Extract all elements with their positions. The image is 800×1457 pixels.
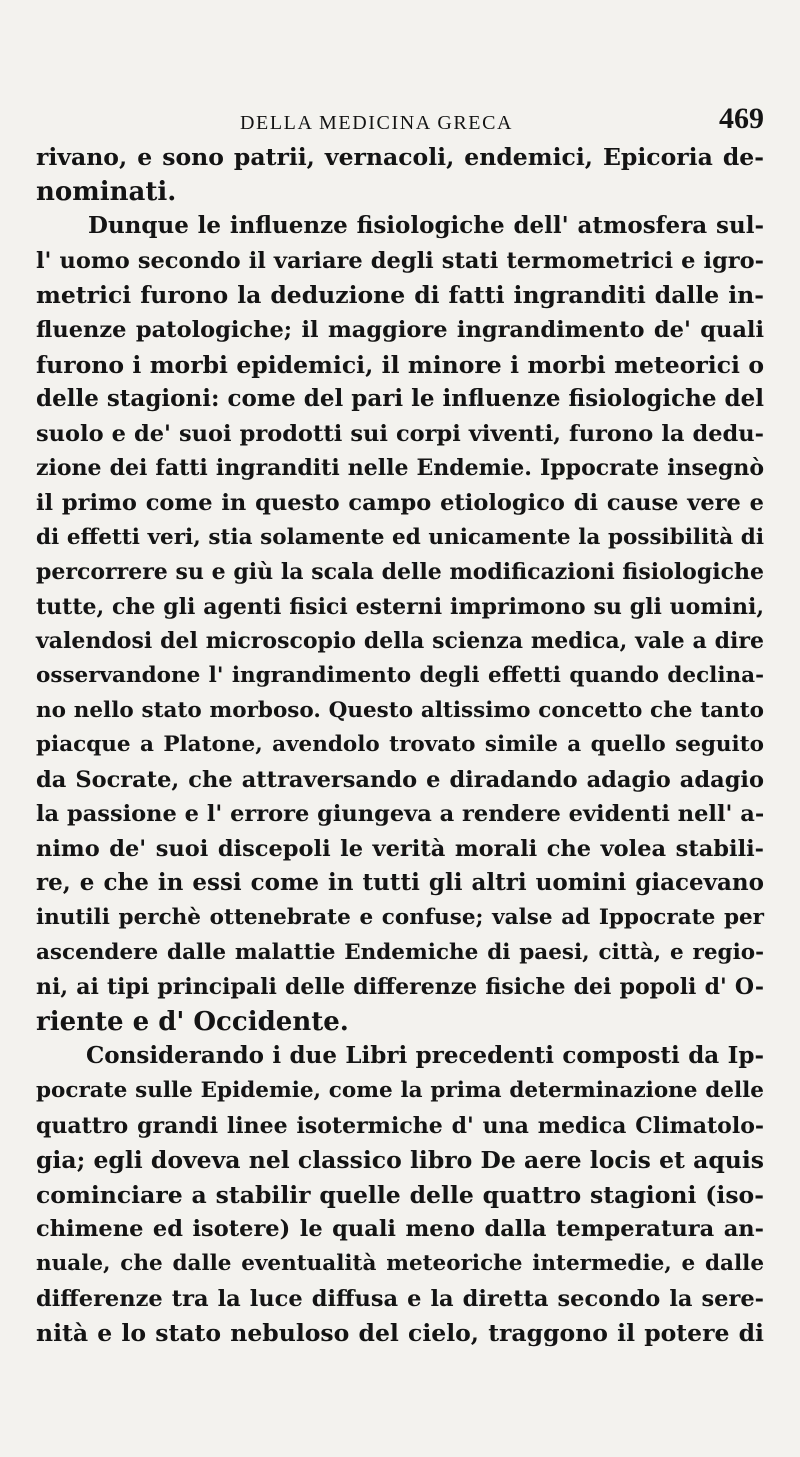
text-line: suolo e de' suoi prodotti sui corpi viventi, furono la dedu- — [36, 420, 764, 447]
text-line: ascendere dalle malattie Endemiche di paesi, città, e regio- — [36, 939, 764, 965]
text-line: cominciare a stabilir quelle delle quattro stagioni (iso- — [36, 1180, 764, 1209]
text-line: pocrate sulle Epidemie, come la prima determinazione delle — [36, 1078, 764, 1104]
text-line: no nello stato morboso. Questo altissimo concetto che tanto — [36, 697, 764, 723]
text-line: nominati. — [36, 176, 177, 207]
paragraph-first-line: Considerando i due Libri precedenti composti da Ip- — [86, 1042, 764, 1070]
running-head — [0, 102, 800, 142]
running-head-title: DELLA MEDICINA GRECA — [240, 112, 514, 134]
text-line: zione dei fatti ingranditi nelle Endemie. Ippocrate insegnò — [36, 455, 764, 482]
text-line: quattro grandi linee isotermiche d' una medica Climatolo- — [36, 1112, 764, 1139]
page-number: 469 — [719, 102, 764, 135]
text-line: nuale, che dalle eventualità meteoriche intermedie, e dalle — [36, 1251, 764, 1276]
text-line: delle stagioni: come del pari le influenze fisiologiche del — [36, 385, 764, 413]
body-text — [36, 140, 764, 1351]
text-line: ni, ai tipi principali delle differenze fisiche dei popoli d' O- — [36, 974, 764, 1001]
text-line: piacque a Platone, avendolo trovato simile a quello seguito — [36, 732, 764, 758]
text-line: nità e lo stato nebuloso del cielo, traggono il potere di — [36, 1319, 764, 1348]
text-line: nimo de' suoi discepoli le verità morali che volea stabili- — [36, 835, 764, 862]
paragraph-first-line: Dunque le influenze fisiologiche dell' atmosfera sul- — [88, 212, 764, 240]
text-line: furono i morbi epidemici, il minore i morbi meteorici o — [36, 350, 764, 379]
text-line: inutili perchè ottenebrate e confuse; valse ad Ippocrate per — [36, 905, 764, 931]
text-line: differenze tra la luce diffusa e la diretta secondo la sere- — [36, 1285, 764, 1312]
text-line: l' uomo secondo il variare degli stati termometrici e igro- — [36, 247, 764, 274]
text-line: di effetti veri, stia solamente ed unicamente la possibilità di — [36, 524, 764, 550]
text-line: il primo come in questo campo etiologico di cause vere e — [36, 489, 764, 516]
text-line: re, e che in essi come in tutti gli altri uomini giacevano — [36, 869, 764, 897]
text-line: fluenze patologiche; il maggiore ingrandimento de' quali — [36, 316, 764, 343]
text-line: rivano, e sono patrii, vernacoli, endemici, Epicoria de- — [36, 143, 764, 171]
text-line: chimene ed isotere) le quali meno dalla temperatura an- — [36, 1216, 764, 1243]
text-line: percorrere su e giù la scala delle modificazioni fisiologiche — [36, 559, 764, 586]
text-line: da Socrate, che attraversando e diradando adagio adagio — [36, 766, 764, 793]
text-line: riente e d' Occidente. — [36, 1006, 349, 1037]
text-line: metrici furono la deduzione di fatti ingranditi dalle in- — [36, 281, 764, 310]
text-line: osservandone l' ingrandimento degli effetti quando declina- — [36, 662, 764, 688]
text-line: valendosi del microscopio della scienza medica, vale a dire — [36, 628, 764, 655]
text-line: gia; egli doveva nel classico libro De aere locis et aquis — [36, 1146, 764, 1175]
text-line: tutte, che gli agenti fisici esterni imprimono su gli uomini, — [36, 593, 764, 620]
text-line: la passione e l' errore giungeva a rendere evidenti nell' a- — [36, 801, 765, 828]
